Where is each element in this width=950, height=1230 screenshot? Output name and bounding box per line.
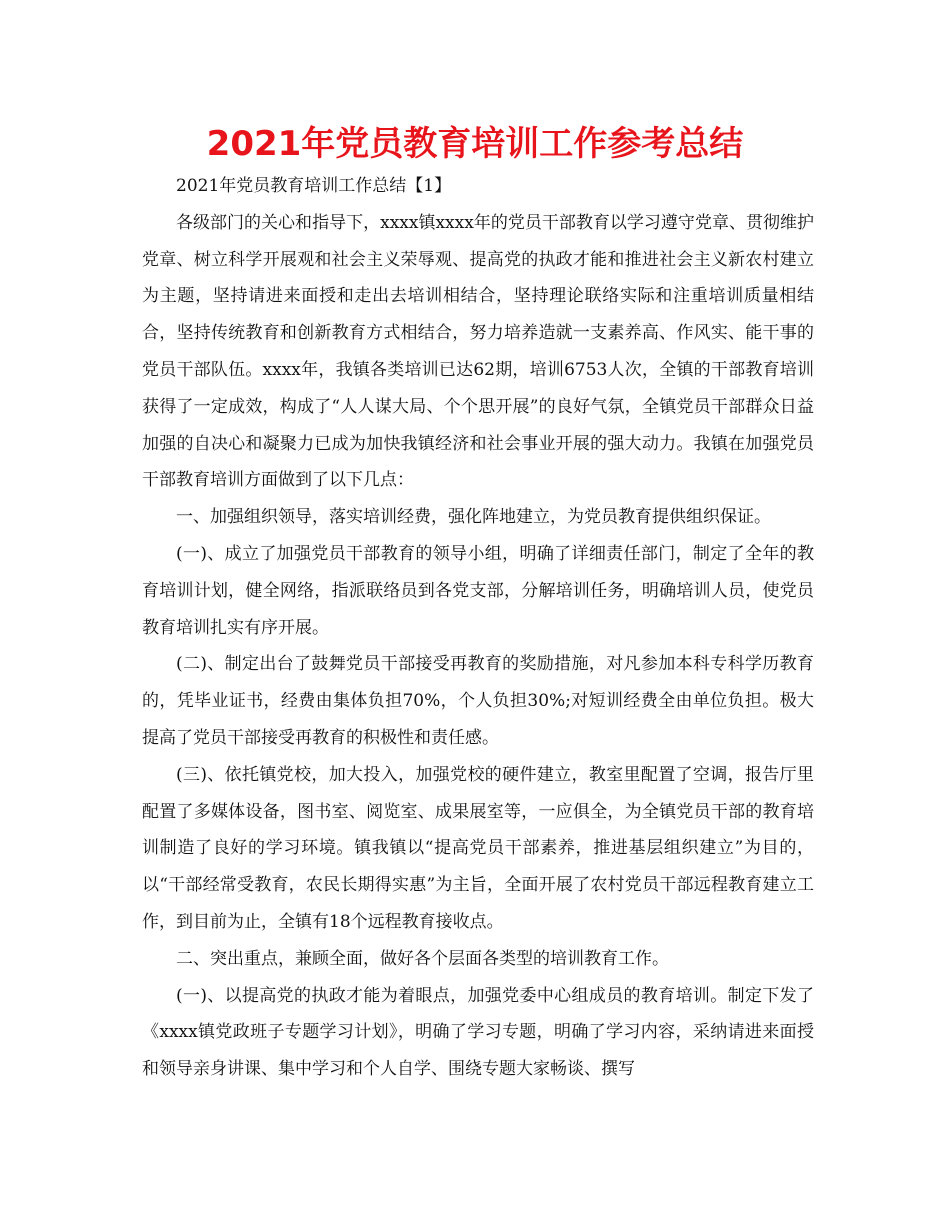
paragraph-intro: 各级部门的关心和指导下，xxxx镇xxxx年的党员干部教育以学习遵守党章、贯彻维护党章、树立科学开展观和社会主义荣辱观、提高党的执政才能和推进社会主义新农村建立为主题，坚持请进来面授和走出去培训相结合，坚持理论联络实际和注重培训质量相结合，坚持传统教育和创新教育方式相结合，努力培养造就一支素养高、作风实、能干事的党员干部队伍。xxxx年，我镇各类培训已达62期，培训6753人次，全镇的干部教育培训获得了一定成效，构成了“人人谋大局、个个思开展”的良好气氛，全镇党员干部群众日益加强的自决心和凝聚力已成为加快我镇经济和社会事业开展的强大动力。我镇在加强党员干部教育培训方面做到了以下几点：: [142, 212, 814, 491]
paragraph-1-3: (三)、依托镇党校，加大投入，加强党校的硬件建立，教室里配置了空调，报告厅里配置了多媒体设备，图书室、阅览室、成果展室等，一应俱全，为全镇党员干部的教育培训制造了良好的学习环境。镇我镇以“提高党员干部素养，推进基层组织建立”为目的，以“干部经常受教育，农民长期得实惠”为主旨，全面开展了农村党员干部远程教育建立工作，到目前为止，全镇有18个远程教育接收点。: [142, 764, 814, 932]
paragraph-heading-1: 一、加强组织领导，落实培训经费，强化阵地建立，为党员教育提供组织保证。: [176, 507, 771, 528]
section-subtitle: 2021年党员教育培训工作总结【1】: [176, 176, 452, 196]
paragraph-1-1: (一)、成立了加强党员干部教育的领导小组，明确了详细责任部门，制定了全年的教育培训计划，健全网络，指派联络员到各党支部，分解培训任务，明确培训人员，使党员教育培训扎实有序开展。: [142, 543, 814, 638]
document-title: 2021年党员教育培训工作参考总结: [206, 124, 744, 164]
paragraph-2-1: (一)、以提高党的执政才能为着眼点，加强党委中心组成员的教育培训。制定下发了《xxxx镇党政班子专题学习计划》，明确了学习专题，明确了学习内容，采纳请进来面授和领导亲身讲课、集中学习和个人自学、围绕专题大家畅谈、撰写: [142, 985, 814, 1080]
document-body: [142, 168, 814, 1088]
paragraph-1-2: (二)、制定出台了鼓舞党员干部接受再教育的奖励措施，对凡参加本科专科学历教育的，凭毕业证书，经费由集体负担70%，个人负担30%;对短训经费全由单位负担。极大提高了党员干部接受再教育的积极性和责任感。: [142, 654, 814, 748]
paragraph-heading-2: 二、突出重点，兼顾全面，做好各个层面各类型的培训教育工作。: [176, 948, 669, 969]
